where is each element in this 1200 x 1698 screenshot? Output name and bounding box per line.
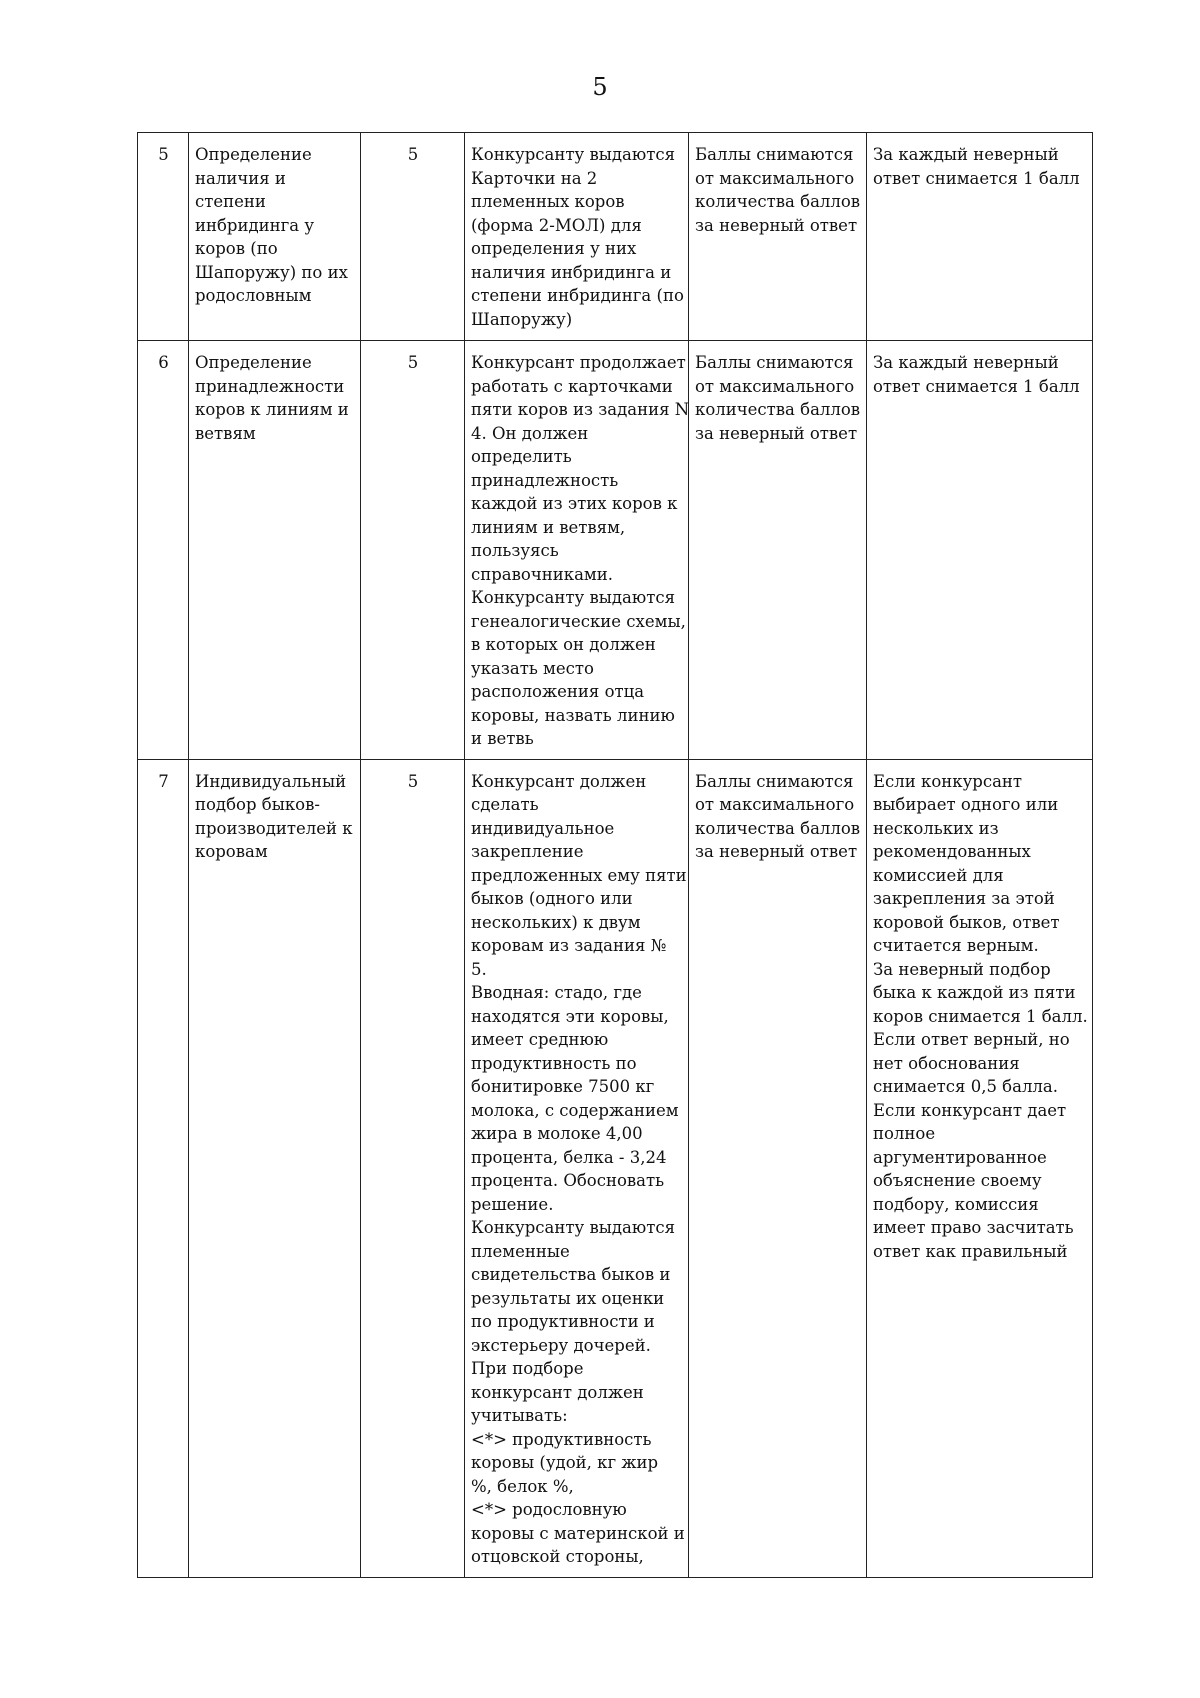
text-line: количества баллов [695, 400, 861, 419]
page-number: 5 [592, 73, 608, 101]
text-line: в которых он должен [471, 635, 656, 654]
text-line: полное [873, 1124, 936, 1143]
text-line: коровы (удой, кг жир [471, 1453, 659, 1472]
text-line: молока, с содержанием [471, 1100, 679, 1120]
text-line: коров снимается 1 балл. [873, 1006, 1088, 1026]
text-line: Баллы снимаются [695, 771, 854, 791]
text-line: быка к каждой из пяти [873, 983, 1076, 1002]
assessment-table [137, 132, 1093, 1578]
text-line: родословным [195, 286, 312, 305]
text-line: Конкурсанту выдаются [471, 588, 676, 607]
text-line: от максимального [695, 376, 855, 396]
text-line: сделать [471, 795, 539, 814]
text-line: выбирает одного или [873, 795, 1059, 814]
text-line: коров к линиям и [195, 400, 349, 419]
text-line: конкурсант должен [471, 1382, 644, 1402]
text-line: инбридинга у [195, 215, 315, 235]
text-line: находятся эти коровы, [471, 1006, 669, 1026]
deduction-cell [689, 341, 867, 760]
text-line: 4. Он должен [471, 423, 589, 443]
text-line: генеалогические схемы, [471, 611, 686, 631]
text-line: считается верным. [873, 936, 1039, 955]
text-line: каждой из этих коров к [471, 494, 678, 513]
table-row [138, 759, 1093, 1577]
description-cell [465, 759, 689, 1577]
text-line: ответ снимается 1 балл [873, 376, 1080, 396]
text-line: коровы с материнской и [471, 1523, 685, 1543]
text-line: Конкурсанту выдаются [471, 145, 676, 164]
task-cell [189, 133, 361, 341]
text-line: коровой быков, ответ [873, 912, 1060, 932]
deduction-cell [689, 759, 867, 1577]
text-line: работать с карточками [471, 376, 673, 396]
text-line: Баллы снимаются [695, 145, 854, 164]
score-cell: 5 [361, 341, 465, 760]
text-line: подбор быков- [195, 795, 320, 814]
text-line: предложенных ему пяти [471, 865, 687, 885]
text-line: жира в молоке 4,00 [471, 1124, 643, 1143]
text-line: нескольких из [873, 818, 999, 838]
text-line: процента. Обосновать [471, 1171, 665, 1190]
text-line: Если конкурсант дает [873, 1100, 1067, 1120]
text-line: расположения отца [471, 682, 645, 701]
text-line: отцовской стороны, [471, 1547, 644, 1566]
text-line: ветвям [195, 423, 256, 443]
task-cell [189, 341, 361, 760]
text-line: индивидуальное [471, 818, 615, 838]
text-line: за неверный ответ [695, 423, 858, 443]
text-line: При подборе [471, 1359, 584, 1378]
criteria-cell [867, 133, 1093, 341]
text-line: Определение [195, 145, 312, 164]
text-line: по продуктивности и [471, 1312, 655, 1331]
text-line: За каждый неверный [873, 353, 1059, 372]
text-line: нет обоснования [873, 1053, 1020, 1073]
text-line: %, белок %, [471, 1476, 574, 1496]
text-line: наличия инбридинга и [471, 262, 672, 282]
text-line: продуктивность по [471, 1053, 637, 1073]
score-cell: 5 [361, 759, 465, 1577]
text-line: снимается 0,5 балла. [873, 1077, 1058, 1096]
text-line: племенные [471, 1241, 570, 1261]
text-line: Вводная: стадо, где [471, 983, 642, 1002]
text-line: пяти коров из задания N [471, 400, 690, 419]
text-line: указать место [471, 658, 594, 678]
description-cell [465, 133, 689, 341]
text-line: процента, белка - 3,24 [471, 1147, 667, 1167]
text-line: (форма 2-МОЛ) для [471, 215, 642, 235]
text-line: 5. [471, 959, 487, 979]
text-line: справочниками. [471, 564, 613, 584]
text-line: принадлежность [471, 470, 619, 490]
text-line: закрепление [471, 842, 584, 861]
text-line: Определение [195, 353, 312, 372]
text-line: за неверный ответ [695, 215, 858, 235]
score-cell: 5 [361, 133, 465, 341]
text-line: объяснение своему [873, 1171, 1042, 1190]
text-line: решение. [471, 1194, 554, 1214]
text-line: племенных коров [471, 192, 625, 211]
text-line: и ветвь [471, 729, 534, 748]
text-line: линиям и ветвям, [471, 517, 626, 537]
text-line: коров (по [195, 239, 278, 258]
text-line: подбору, комиссия [873, 1194, 1039, 1214]
text-line: ответ снимается 1 балл [873, 168, 1080, 188]
text-line: количества баллов [695, 818, 861, 838]
text-line: за неверный ответ [695, 842, 858, 861]
text-line: Баллы снимаются [695, 353, 854, 372]
text-line: экстерьеру дочерей. [471, 1335, 651, 1355]
text-line: принадлежности [195, 376, 345, 396]
text-line: от максимального [695, 168, 855, 188]
text-line: количества баллов [695, 192, 861, 211]
deduction-cell [689, 133, 867, 341]
text-line: Индивидуальный [195, 771, 347, 791]
description-cell [465, 341, 689, 760]
table-row [138, 341, 1093, 760]
text-line: Шапоружу) по их [195, 262, 348, 282]
text-line: Если конкурсант [873, 771, 1023, 791]
row-number-cell: 5 [138, 133, 189, 341]
text-line: степени [195, 192, 266, 211]
text-line: Шапоружу) [471, 309, 573, 329]
text-line: нескольких) к двум [471, 912, 641, 932]
text-line: определить [471, 447, 572, 466]
text-line: Конкурсанту выдаются [471, 1218, 676, 1237]
text-line: пользуясь [471, 541, 559, 560]
text-line: рекомендованных [873, 842, 1031, 861]
text-line: За неверный подбор [873, 959, 1051, 979]
text-line: производителей к [195, 818, 353, 838]
text-line: Конкурсант продолжает [471, 353, 686, 372]
text-line: учитывать: [471, 1406, 568, 1425]
text-line: определения у них [471, 239, 637, 258]
text-line: имеет право засчитать [873, 1218, 1074, 1237]
row-number-cell: 7 [138, 759, 189, 1577]
text-line: комиссией для [873, 865, 1004, 885]
text-line: За каждый неверный [873, 145, 1059, 164]
task-cell [189, 759, 361, 1577]
criteria-cell [867, 759, 1093, 1577]
text-line: имеет среднюю [471, 1030, 609, 1049]
text-line: Если ответ верный, но [873, 1030, 1070, 1049]
text-line: Конкурсант должен [471, 771, 647, 791]
text-line: бонитировке 7500 кг [471, 1077, 655, 1096]
text-line: закрепления за этой [873, 889, 1055, 908]
text-line: ответ как правильный [873, 1241, 1068, 1261]
text-line: <*> родословную [471, 1500, 627, 1519]
text-line: Карточки на 2 [471, 168, 598, 188]
row-number-cell: 6 [138, 341, 189, 760]
text-line: свидетельства быков и [471, 1265, 671, 1284]
text-line: степени инбридинга (по [471, 286, 684, 305]
text-line: аргументированное [873, 1147, 1047, 1167]
text-line: коровы, назвать линию [471, 705, 675, 725]
criteria-cell [867, 341, 1093, 760]
text-line: наличия и [195, 168, 286, 188]
text-line: коровам [195, 842, 268, 861]
text-line: коровам из задания № [471, 936, 667, 955]
text-line: от максимального [695, 795, 855, 814]
text-line: <*> продуктивность [471, 1429, 652, 1449]
table-body [138, 133, 1093, 1578]
text-line: результаты их оценки [471, 1288, 665, 1308]
text-line: быков (одного или [471, 889, 633, 908]
table-row [138, 133, 1093, 341]
